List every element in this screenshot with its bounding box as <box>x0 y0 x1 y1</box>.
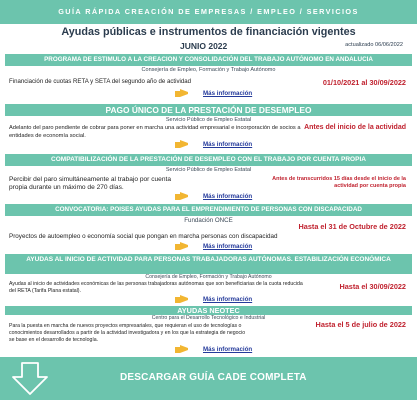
updated-label: actualizado 06/06/2022 <box>345 42 403 48</box>
section-description: Percibir del paro simultáneamente al trabajo por cuenta propia durante un máximo de 270 días. <box>9 176 172 191</box>
section-deadline: Hasta el 5 de julio de 2022 <box>315 320 406 329</box>
section-title: PROGRAMA DE ESTIMULO A LA CREACION Y CONSOLIDACIÓN DEL TRABAJO AUTÓNOMO EN ANDALUCIA <box>5 54 412 66</box>
pointing-hand-icon <box>175 192 189 200</box>
section-org: Consejería de Empleo, Formación y Trabajo Autónomo <box>145 274 272 280</box>
more-info-link[interactable]: Más información <box>203 243 253 250</box>
section-description: Financiación de cuotas RETA y SETA del segundo año de actividad <box>9 78 192 85</box>
section-org: Servicio Público de Empleo Estatal <box>165 117 252 123</box>
more-info-link[interactable]: Más información <box>203 141 253 148</box>
more-info-link[interactable]: Más información <box>203 193 253 200</box>
section-deadline: 01/10/2021 al 30/09/2022 <box>322 78 406 87</box>
aid-section-inicio-actividad <box>5 254 412 304</box>
section-title: COMPATIBILIZACIÓN DE LA PRESTACIÓN DE DESEMPLEO CON EL TRABAJO POR CUENTA PROPIA <box>5 154 412 166</box>
more-info-link[interactable]: Más información <box>203 90 253 97</box>
pointing-hand-icon <box>175 242 189 250</box>
section-deadline: Hasta el 30/09/2022 <box>339 282 406 291</box>
aid-section-discapacidad <box>5 204 412 252</box>
section-description: Proyectos de autoempleo o economía social que pongan en marcha personas con discapacidad <box>9 233 278 240</box>
section-title: CONVOCATORIA: POISES AYUDAS PARA EL EMPRENDIMIENTO DE PERSONAS CON DISCAPACIDAD <box>5 204 412 216</box>
section-title: PAGO ÚNICO DE LA PRESTACIÓN DE DESEMPLEO <box>5 104 412 116</box>
section-description: Adelanto del paro pendiente de cobrar para poner en marcha una actividad empresarial e incorporación de socios a entidades de economía social. <box>9 125 301 139</box>
pointing-hand-icon <box>175 295 189 303</box>
aid-section-pago-unico <box>5 104 412 152</box>
month-label: JUNIO 2022 <box>180 41 228 51</box>
section-description: Para la puesta en marcha de nuevos proyectos empresariales, que requieran el uso de tecnologías o conocimientos desarrollados a partir de la actividad investigadora y en los que la estrategia de negocio se base en el desarrollo de tecnología. <box>9 323 246 343</box>
download-banner[interactable] <box>0 357 417 400</box>
section-org: Servicio Público de Empleo Estatal <box>165 167 252 173</box>
more-info-link[interactable]: Más información <box>203 346 253 353</box>
section-deadline: Hasta el 31 de Octubre de 2022 <box>298 222 406 231</box>
top-banner: GUÍA RÁPIDA CREACIÓN DE EMPRESAS / EMPLEO / SERVICIOS <box>0 0 417 24</box>
aid-section-trabajo-autonomo <box>5 54 412 102</box>
pointing-hand-icon <box>175 345 189 353</box>
section-title: AYUDAS AL INICIO DE ACTIVIDAD PARA PERSONAS TRABAJADORAS AUTÓNOMAS. ESTABILIZACIÓN ECONÓMICA <box>5 254 412 274</box>
aid-section-compatibilizacion <box>5 154 412 202</box>
aid-section-neotec <box>5 306 412 354</box>
date-line <box>0 41 417 53</box>
more-info-link[interactable]: Más información <box>203 296 253 303</box>
section-title: AYUDAS NEOTEC <box>5 306 412 315</box>
section-org: Fundación ONCE <box>184 217 233 224</box>
pointing-hand-icon <box>175 140 189 148</box>
section-org: Centro para el Desarrollo Tecnológico e Industrial <box>151 315 266 321</box>
download-arrow-icon <box>10 361 50 397</box>
section-deadline: Antes de transcurridos 15 días desde el inicio de la actividad por cuenta propia <box>272 176 406 189</box>
download-guide-link[interactable]: DESCARGAR GUÍA CADE COMPLETA <box>120 372 307 383</box>
section-description: Ayudas al inicio de actividades económicas de las personas trabajadoras autónomas que son beneficiarias de la cuota reducida del RETA (Tarifa Plana estatal). <box>9 281 303 294</box>
pointing-hand-icon <box>175 89 189 97</box>
section-deadline: Antes del inicio de la actividad <box>304 124 406 131</box>
page-title: Ayudas públicas e instrumentos de financiación vigentes <box>61 26 356 38</box>
section-org: Consejería de Empleo, Formación y Trabajo Autónomo <box>141 67 276 73</box>
